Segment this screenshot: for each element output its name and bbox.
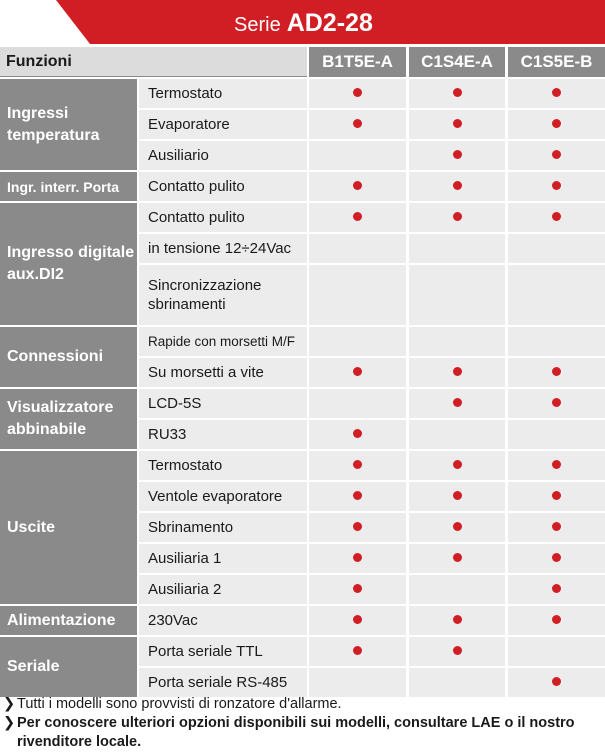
table-cell (508, 141, 605, 172)
footnotes (3, 695, 603, 752)
table-cell (309, 637, 406, 668)
red-dot-icon (353, 119, 362, 128)
table-cell (309, 482, 406, 513)
table-cell (409, 203, 505, 234)
table-cell (508, 544, 605, 575)
red-dot-icon (353, 522, 362, 531)
note-options (3, 714, 603, 752)
group-label: Alimentazione (0, 606, 137, 637)
red-dot-icon (453, 181, 462, 190)
model-header-c1s4e-a: C1S4E-A (409, 47, 505, 77)
chevron-right-icon: ❯ (3, 715, 16, 731)
table-cell (309, 358, 406, 389)
table-cell (508, 203, 605, 234)
table-cell (508, 575, 605, 606)
red-dot-icon (552, 584, 561, 593)
table-cell (409, 482, 505, 513)
table-cell (309, 203, 406, 234)
table-cell (309, 110, 406, 141)
red-dot-icon (552, 491, 561, 500)
table-cell (508, 482, 605, 513)
red-dot-icon (552, 119, 561, 128)
table-cell (309, 451, 406, 482)
series-banner (0, 0, 605, 46)
red-dot-icon (552, 181, 561, 190)
red-dot-icon (552, 398, 561, 407)
table-cell (508, 172, 605, 203)
banner-title (234, 6, 373, 40)
table-cell (508, 451, 605, 482)
table-cell (508, 358, 605, 389)
table-cell (409, 451, 505, 482)
table-cell (409, 575, 505, 606)
table-cell (309, 544, 406, 575)
red-dot-icon (353, 88, 362, 97)
table-cell (409, 265, 505, 327)
function-label: Ausiliaria 1 (139, 544, 307, 575)
table-cell (508, 389, 605, 420)
red-dot-icon (453, 398, 462, 407)
table-cell (309, 234, 406, 265)
function-label: Ventole evaporatore (139, 482, 307, 513)
red-dot-icon (453, 88, 462, 97)
series-code: AD2-28 (286, 9, 373, 37)
table-cell (508, 79, 605, 110)
function-label: LCD-5S (139, 389, 307, 420)
table-cell (309, 327, 406, 358)
table-cell (508, 110, 605, 141)
table-cell (508, 637, 605, 668)
table-cell (309, 420, 406, 451)
red-dot-icon (453, 491, 462, 500)
red-dot-icon (552, 553, 561, 562)
red-dot-icon (453, 615, 462, 624)
table-cell (409, 513, 505, 544)
table-cell (309, 389, 406, 420)
group-label: Ingresso digitale aux.DI2 (0, 203, 137, 327)
table-cell (409, 637, 505, 668)
red-dot-icon (453, 119, 462, 128)
group-label: Seriale (0, 637, 137, 699)
function-label: Sbrinamento (139, 513, 307, 544)
table-cell (309, 141, 406, 172)
table-cell (309, 79, 406, 110)
table-cell (409, 79, 505, 110)
table-cell (508, 234, 605, 265)
red-dot-icon (353, 429, 362, 438)
note-text: Tutti i modelli sono provvisti di ronzatore d'allarme. (17, 696, 342, 712)
chevron-right-icon: ❯ (3, 696, 16, 712)
red-dot-icon (453, 212, 462, 221)
red-dot-icon (453, 460, 462, 469)
red-dot-icon (453, 553, 462, 562)
table-cell (508, 420, 605, 451)
red-dot-icon (353, 584, 362, 593)
red-dot-icon (353, 212, 362, 221)
table-cell (309, 265, 406, 327)
series-label: Serie (234, 14, 281, 36)
group-label: Visualizzatore abbinabile (0, 389, 137, 451)
table-cell (409, 234, 505, 265)
note-text: Per conoscere ulteriori opzioni disponibili sui modelli, consultare LAE o il nostro rivenditore locale. (17, 715, 575, 750)
table-cell (409, 358, 505, 389)
red-dot-icon (552, 460, 561, 469)
table-cell (309, 606, 406, 637)
red-dot-icon (552, 150, 561, 159)
table-cell (409, 420, 505, 451)
red-dot-icon (353, 553, 362, 562)
red-dot-icon (353, 615, 362, 624)
model-header-b1t5e-a: B1T5E-A (309, 47, 406, 77)
red-dot-icon (353, 646, 362, 655)
function-label: Ausiliaria 2 (139, 575, 307, 606)
function-label: 230Vac (139, 606, 307, 637)
table-cell (508, 513, 605, 544)
function-label: Su morsetti a vite (139, 358, 307, 389)
table-cell (508, 265, 605, 327)
function-label: Porta seriale TTL (139, 637, 307, 668)
table-cell (409, 606, 505, 637)
table-cell (409, 544, 505, 575)
table-cell (508, 327, 605, 358)
table-cell (409, 141, 505, 172)
table-cell (409, 172, 505, 203)
red-dot-icon (453, 522, 462, 531)
table-cell (309, 513, 406, 544)
function-label: Evaporatore (139, 110, 307, 141)
red-dot-icon (453, 646, 462, 655)
red-dot-icon (552, 615, 561, 624)
model-header-c1s5e-b: C1S5E-B (508, 47, 605, 77)
red-dot-icon (353, 367, 362, 376)
function-label: RU33 (139, 420, 307, 451)
red-dot-icon (353, 181, 362, 190)
group-label: Ingr. interr. Porta (0, 172, 137, 203)
function-label: Contatto pulito (139, 172, 307, 203)
group-label: Uscite (0, 451, 137, 606)
function-label: Porta seriale RS-485 (139, 668, 307, 699)
red-dot-icon (353, 460, 362, 469)
table-cell (409, 389, 505, 420)
function-label: Termostato (139, 451, 307, 482)
function-label: in tensione 12÷24Vac (139, 234, 307, 265)
group-label: Connessioni (0, 327, 137, 389)
red-dot-icon (453, 367, 462, 376)
table-cell (409, 110, 505, 141)
red-dot-icon (453, 150, 462, 159)
note-buzzer (3, 695, 603, 714)
table-cell (508, 606, 605, 637)
function-label: Rapide con morsetti M/F (139, 327, 307, 358)
group-label: Ingressi temperatura (0, 79, 137, 172)
red-dot-icon (552, 367, 561, 376)
red-dot-icon (552, 212, 561, 221)
table-cell (309, 575, 406, 606)
function-label: Ausiliario (139, 141, 307, 172)
red-dot-icon (353, 491, 362, 500)
red-dot-icon (552, 677, 561, 686)
table-cell (309, 172, 406, 203)
red-dot-icon (552, 88, 561, 97)
functions-column-header: Funzioni (0, 47, 307, 77)
function-label: Sincronizzazione sbrinamenti (139, 265, 307, 327)
table-cell (409, 327, 505, 358)
function-label: Termostato (139, 79, 307, 110)
table-header-row (0, 47, 605, 77)
red-dot-icon (552, 522, 561, 531)
function-label: Contatto pulito (139, 203, 307, 234)
